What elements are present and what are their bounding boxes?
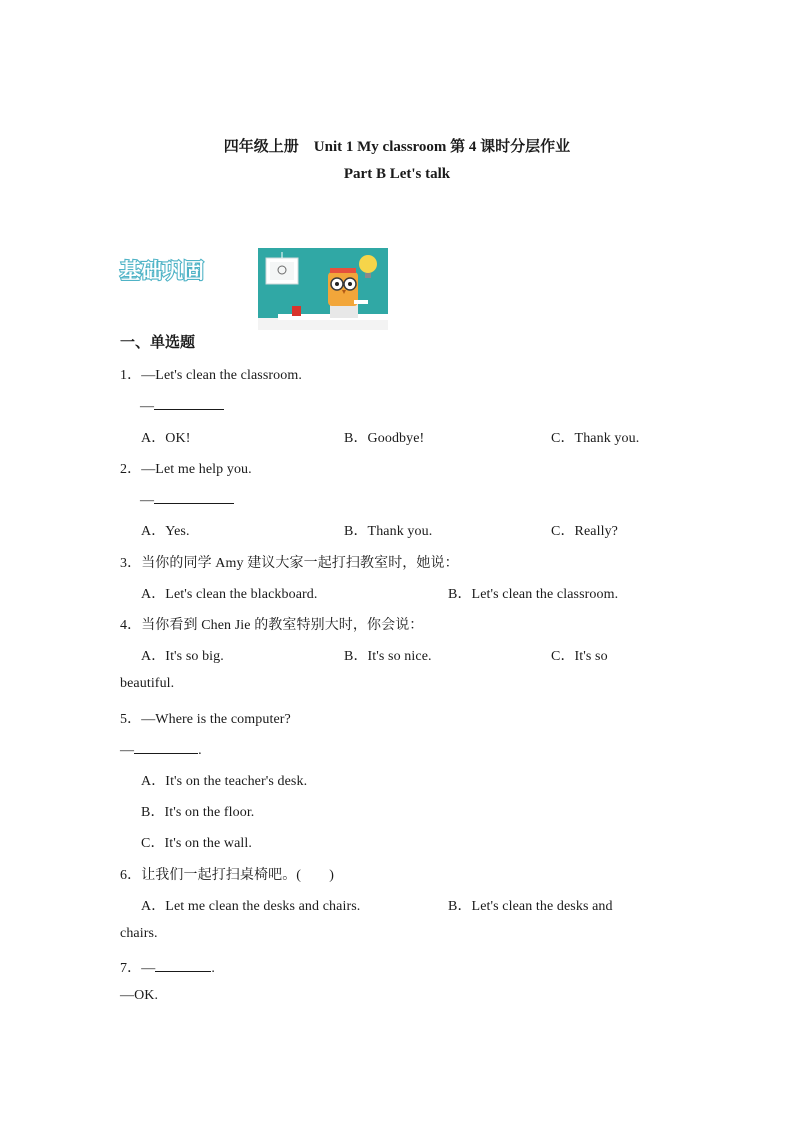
question-7-stem [120, 957, 215, 977]
question-7-number: 7．— [120, 961, 156, 976]
question-5-answer-line [120, 739, 202, 759]
section-title: 一、单选题 [120, 335, 196, 351]
section-badge-graphic [118, 256, 218, 286]
answer-blank[interactable] [155, 957, 211, 972]
question-3-option-a: A．Let's clean the blackboard. [141, 587, 318, 602]
question-4-stem: 4．当你看到 Chen Jie 的教室特别大时，你会说： [120, 618, 424, 633]
question-5-option-b: B．It's on the floor. [141, 805, 255, 820]
teacher-owl-illustration [258, 248, 388, 330]
question-4-option-b: B．It's so nice. [344, 649, 432, 664]
question-6-option-b: B．Let's clean the desks and [448, 899, 613, 914]
question-1-answer-line [140, 395, 224, 415]
question-6-option-b-wrap: chairs. [120, 926, 158, 941]
answer-blank[interactable] [154, 395, 224, 410]
answer-dash: — [140, 399, 155, 414]
question-2-answer-line [140, 489, 234, 509]
question-5-option-a: A．It's on the teacher's desk. [141, 774, 308, 789]
answer-blank[interactable] [134, 739, 198, 754]
badge-label: 基础巩固 [120, 259, 204, 283]
question-2-option-a: A．Yes. [141, 524, 190, 539]
question-7-reply: —OK. [120, 988, 159, 1003]
question-2-option-c: C．Really? [551, 524, 618, 539]
question-2-stem: 2．—Let me help you. [120, 462, 252, 477]
question-4-option-c-wrap: beautiful. [120, 676, 175, 691]
answer-period: . [211, 961, 215, 976]
question-6-stem: 6．让我们一起打扫桌椅吧。( ) [120, 868, 335, 883]
question-5-option-c: C．It's on the wall. [141, 836, 252, 851]
answer-dash: — [140, 493, 155, 508]
question-1-stem: 1．—Let's clean the classroom. [120, 368, 302, 383]
question-4-option-c: C．It's so [551, 649, 608, 664]
question-1-option-c: C．Thank you. [551, 431, 640, 446]
question-4-option-a: A．It's so big. [141, 649, 224, 664]
page-subtitle: Part B Let's talk [343, 166, 451, 182]
question-3-stem: 3．当你的同学 Amy 建议大家一起打扫教室时，她说： [120, 556, 459, 571]
answer-blank[interactable] [154, 489, 234, 504]
question-5-stem: 5．—Where is the computer? [120, 712, 291, 727]
answer-dash: — [120, 743, 135, 758]
page-title: 四年级上册 Unit 1 My classroom 第 4 课时分层作业 [223, 139, 571, 155]
question-6-option-a: A．Let me clean the desks and chairs. [141, 899, 361, 914]
question-2-option-b: B．Thank you. [344, 524, 433, 539]
question-1-option-a: A．OK! [141, 431, 191, 446]
answer-period: . [198, 743, 202, 758]
question-1-option-b: B．Goodbye! [344, 431, 425, 446]
lesson-illustration [258, 248, 388, 330]
question-3-option-b: B．Let's clean the classroom. [448, 587, 619, 602]
